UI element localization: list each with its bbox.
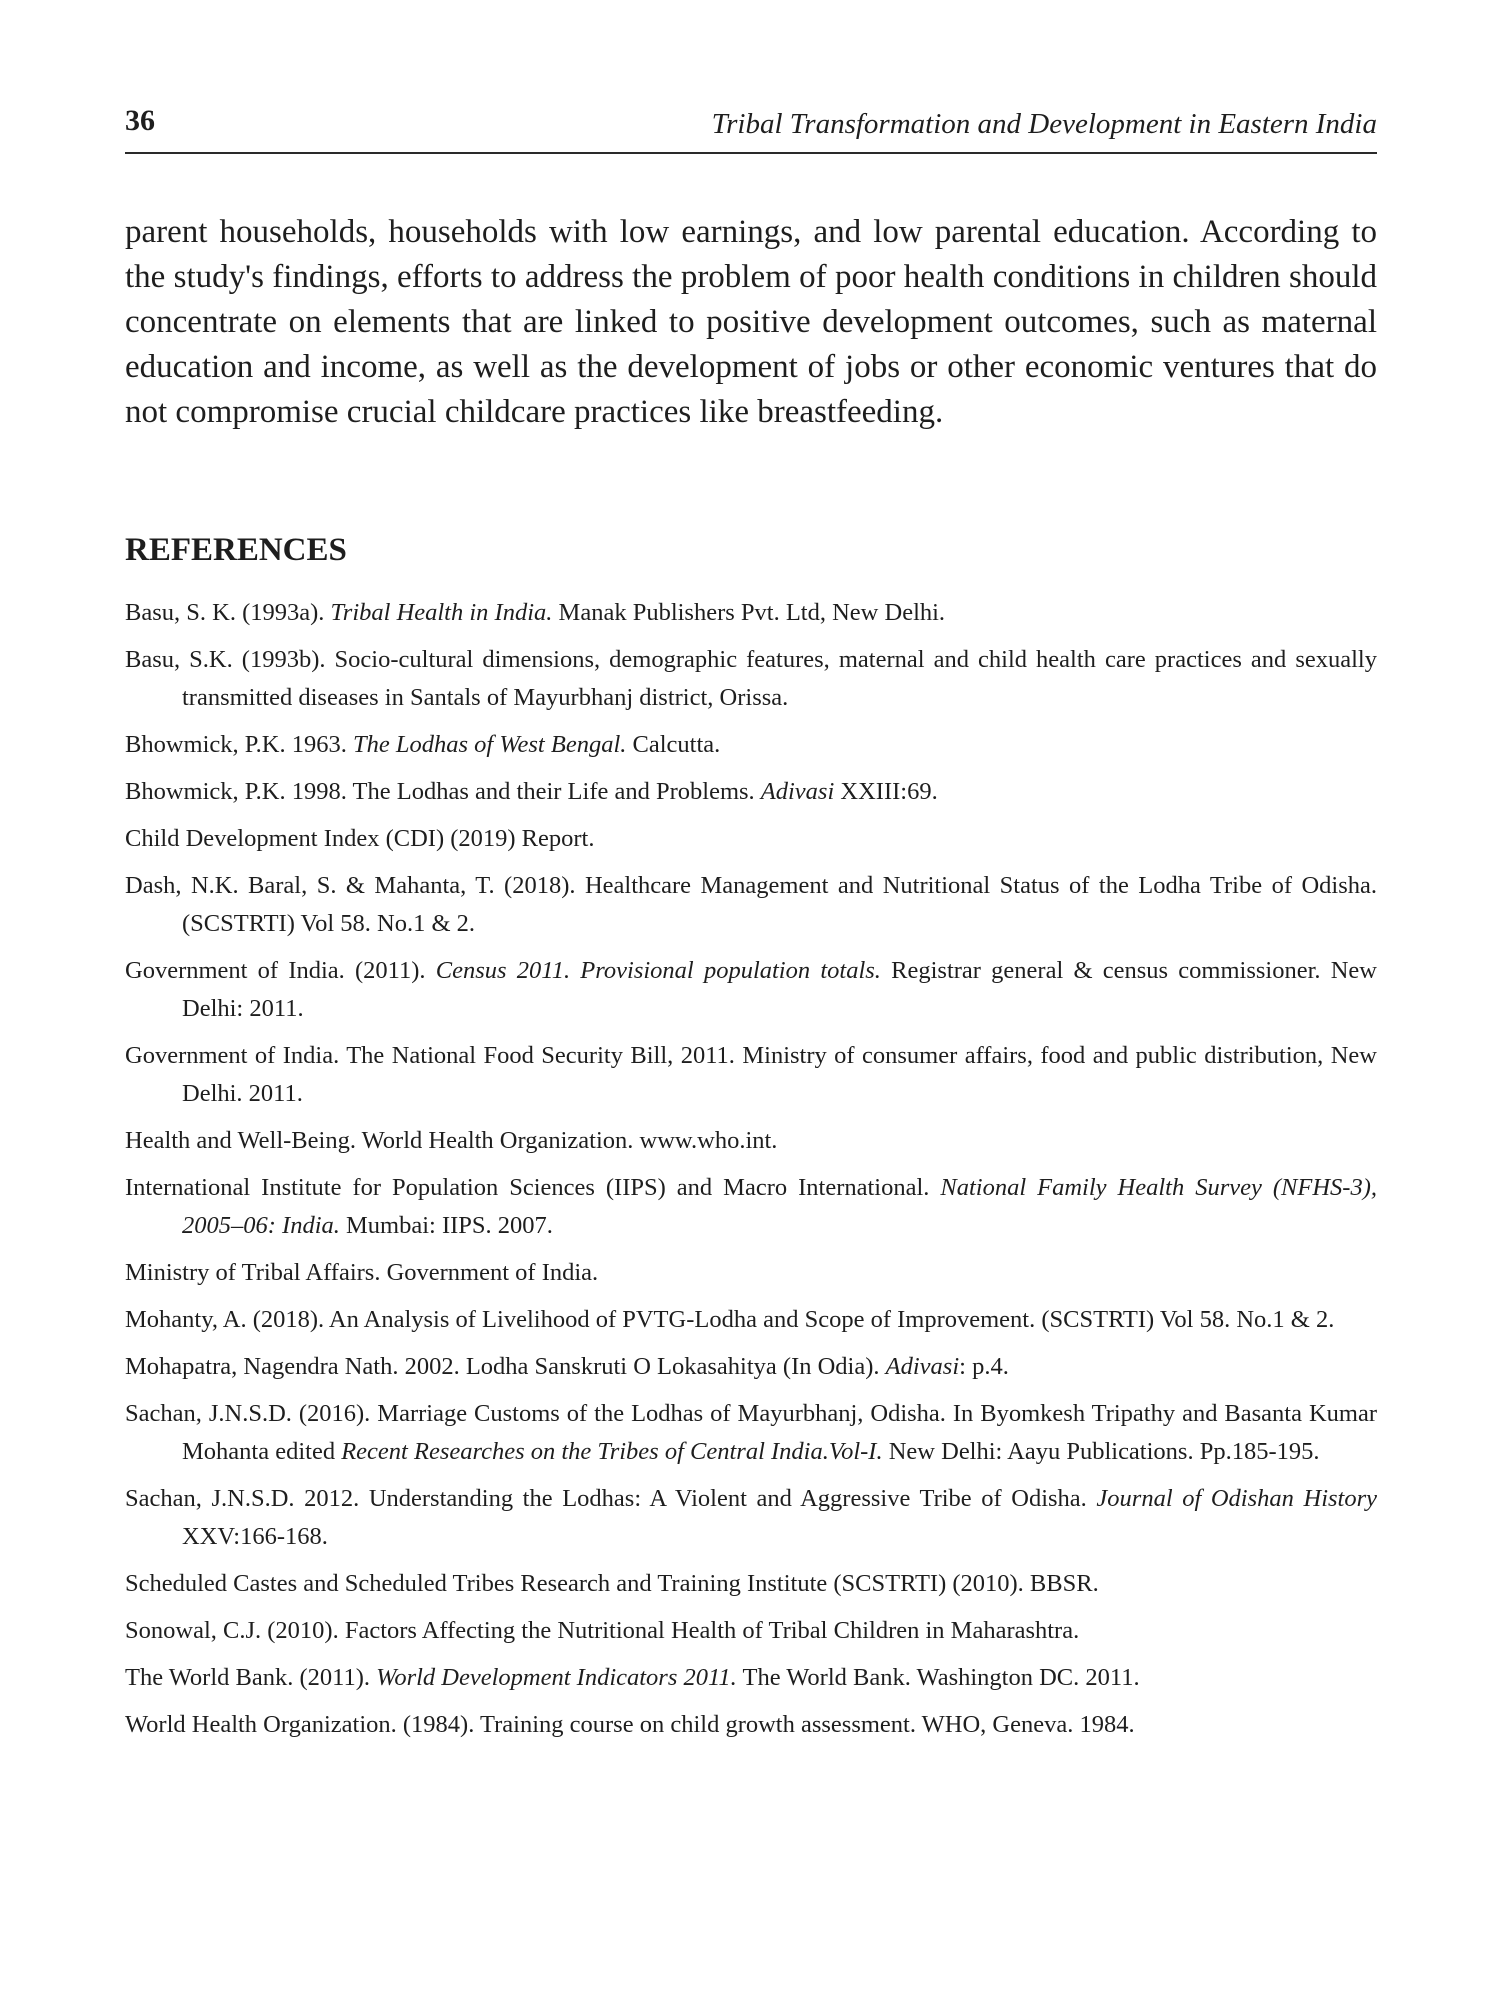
reference-text: Calcutta.	[626, 731, 721, 758]
reference-entry	[125, 1659, 1377, 1697]
reference-text: Child Development Index (CDI) (2019) Report.	[125, 825, 595, 852]
reference-text: Scheduled Castes and Scheduled Tribes Research and Training Institute (SCSTRTI) (2010). BBSR.	[125, 1570, 1099, 1597]
reference-entry	[125, 1395, 1377, 1471]
reference-text: Dash, N.K. Baral, S. & Mahanta, T. (2018). Healthcare Management and Nutritional Status of the Lodha Tribe of Odisha. (SCSTRTI) Vol 58. No.1 & 2.	[125, 872, 1377, 937]
reference-text: World Health Organization. (1984). Training course on child growth assessment. WHO, Geneva. 1984.	[125, 1711, 1135, 1738]
reference-text: Health and Well-Being. World Health Organization. www.who.int.	[125, 1127, 778, 1154]
reference-italic-title: World Development Indicators 2011.	[376, 1664, 737, 1691]
reference-text: Government of India. The National Food Security Bill, 2011. Ministry of consumer affairs, food and public distribution, New Delhi. 2011.	[125, 1042, 1377, 1107]
reference-entry	[125, 1565, 1377, 1603]
reference-text: Mumbai: IIPS. 2007.	[339, 1212, 553, 1239]
book-page	[125, 0, 1377, 2000]
reference-italic-title: Adivasi	[760, 778, 835, 805]
reference-italic-title: Tribal Health in India.	[330, 599, 553, 626]
reference-text: XXIII:69.	[834, 778, 938, 805]
reference-entry	[125, 1612, 1377, 1650]
page-number: 36	[125, 104, 155, 137]
reference-text: Mohapatra, Nagendra Nath. 2002. Lodha Sanskruti O Lokasahitya (In Odia).	[125, 1353, 886, 1380]
reference-italic-title: Census 2011. Provisional population totals.	[435, 957, 881, 984]
reference-text: The World Bank. (2011).	[125, 1664, 377, 1691]
reference-text: International Institute for Population Sciences (IIPS) and Macro International.	[125, 1174, 941, 1201]
reference-entry	[125, 820, 1377, 858]
body-paragraph: parent households, households with low earnings, and low parental education. According to the study's findings, efforts to address the problem of poor health conditions in children should concentrate on elements that are linked to positive development outcomes, such as maternal education and income, as well as the development of jobs or other economic ventures that do not compromise crucial childcare practices like breastfeeding.	[125, 214, 1377, 430]
reference-entry	[125, 773, 1377, 811]
reference-text: Bhowmick, P.K. 1963.	[125, 731, 354, 758]
reference-entry	[125, 1169, 1377, 1245]
reference-entry	[125, 726, 1377, 764]
reference-text: Manak Publishers Pvt. Ltd, New Delhi.	[552, 599, 946, 626]
running-title: Tribal Transformation and Development in Eastern India	[711, 108, 1377, 140]
reference-entry	[125, 1301, 1377, 1339]
reference-text: Ministry of Tribal Affairs. Government of India.	[125, 1259, 599, 1286]
reference-entry	[125, 641, 1377, 717]
reference-italic-title: Recent Researches on the Tribes of Central India.Vol-I.	[341, 1438, 883, 1465]
reference-entry	[125, 1480, 1377, 1556]
reference-italic-title: National Family Health Survey (NFHS-3), 2005–06: India.	[182, 1174, 1377, 1239]
reference-entry	[125, 1122, 1377, 1160]
reference-text: Sachan, J.N.S.D. 2012. Understanding the Lodhas: A Violent and Aggressive Tribe of Odisha.	[125, 1485, 1097, 1512]
reference-text: Registrar general & census commissioner. New Delhi: 2011.	[182, 957, 1378, 1022]
reference-italic-title: Journal of Odishan History	[1096, 1485, 1377, 1512]
reference-text: Sonowal, C.J. (2010). Factors Affecting the Nutritional Health of Tribal Children in Maharashtra.	[125, 1617, 1080, 1644]
reference-text: Mohanty, A. (2018). An Analysis of Livelihood of PVTG-Lodha and Scope of Improvement. (SCSTRTI) Vol 58. No.1 & 2.	[125, 1306, 1335, 1333]
reference-entry	[125, 952, 1377, 1028]
reference-italic-title: The Lodhas of West Bengal.	[353, 731, 627, 758]
reference-text: Bhowmick, P.K. 1998. The Lodhas and their Life and Problems.	[125, 778, 761, 805]
reference-text: Government of India. (2011).	[125, 957, 436, 984]
reference-text: Sachan, J.N.S.D. (2016). Marriage Customs of the Lodhas of Mayurbhanj, Odisha. In Byomkesh Tripathy and Basanta Kumar Mohanta edited	[125, 1400, 1377, 1465]
reference-entry	[125, 1254, 1377, 1292]
reference-text: Basu, S.K. (1993b). Socio-cultural dimensions, demographic features, maternal and child health care practices and sexually transmitted diseases in Santals of Mayurbhanj district, Orissa.	[125, 646, 1377, 711]
reference-text: New Delhi: Aayu Publications. Pp.185-195.	[882, 1438, 1320, 1465]
reference-entry	[125, 1348, 1377, 1386]
references-list	[125, 594, 1377, 1753]
reference-text: The World Bank. Washington DC. 2011.	[736, 1664, 1140, 1691]
reference-text: Basu, S. K. (1993a).	[125, 599, 331, 626]
reference-entry	[125, 867, 1377, 943]
reference-italic-title: Adivasi	[885, 1353, 960, 1380]
reference-entry	[125, 1706, 1377, 1744]
reference-entry	[125, 594, 1377, 632]
reference-text: : p.4.	[959, 1353, 1009, 1380]
reference-entry	[125, 1037, 1377, 1113]
running-header	[125, 104, 1377, 154]
reference-text: XXV:166-168.	[182, 1523, 328, 1550]
references-heading: REFERENCES	[125, 532, 347, 568]
